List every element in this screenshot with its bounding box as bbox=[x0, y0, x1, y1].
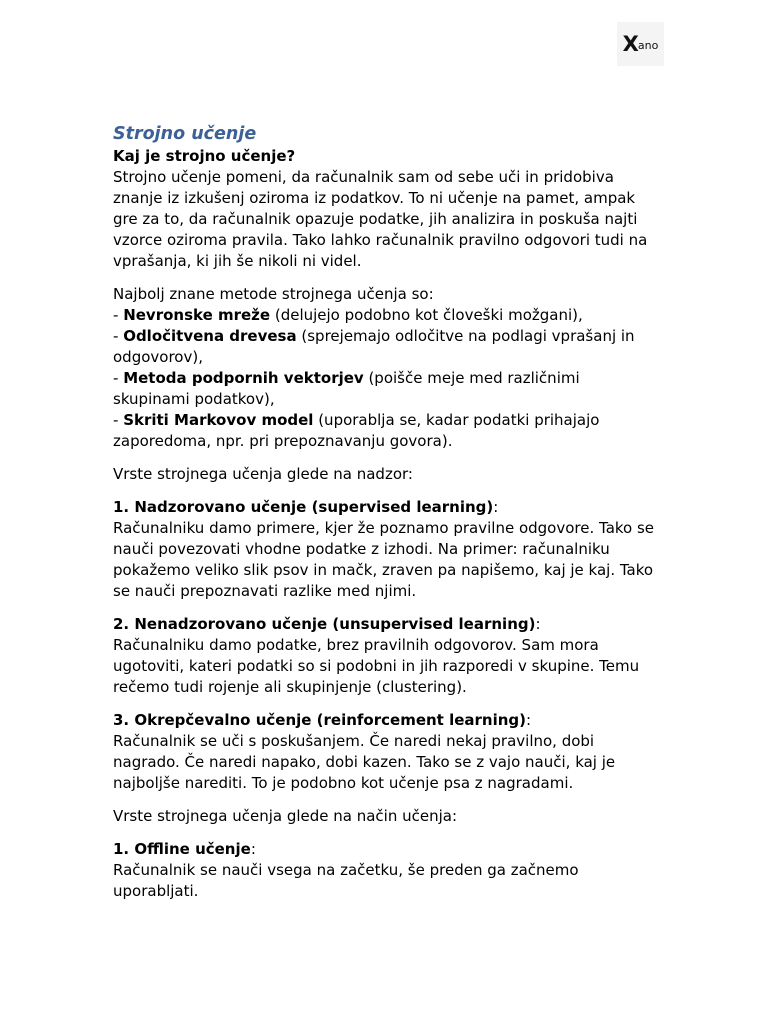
item-prefix: - bbox=[113, 369, 124, 387]
item-prefix: - bbox=[113, 411, 124, 429]
item-prefix: - bbox=[113, 306, 124, 324]
item-prefix: - bbox=[113, 327, 124, 345]
methods-section bbox=[113, 284, 658, 452]
item-name: Nevronske mreže bbox=[123, 306, 271, 324]
item-name: Odločitvena drevesa bbox=[123, 327, 297, 345]
supervision-lead: Vrste strojnega učenja glede na nadzor: bbox=[113, 465, 413, 483]
title-colon: : bbox=[250, 840, 256, 858]
list-item bbox=[113, 368, 658, 410]
supervised-section bbox=[113, 497, 658, 602]
section-text: Računalnik se nauči vsega na začetku, še preden ga začnemo uporabljati. bbox=[113, 861, 579, 900]
section-title: 3. Okrepčevalno učenje (reinforcement learning) bbox=[113, 711, 527, 729]
xano-logo bbox=[617, 22, 664, 66]
section-title-line bbox=[113, 497, 658, 518]
item-name: Metoda podpornih vektorjev bbox=[123, 369, 364, 387]
item-desc: (sprejemajo odločitve na podlagi vprašanj in odgovorov), bbox=[113, 327, 635, 366]
page-title: Strojno učenje bbox=[113, 124, 257, 144]
item-desc: (uporablja se, kadar podatki prihajajo zaporedoma, npr. pri prepoznavanju govora). bbox=[113, 411, 600, 450]
section-text: Računalniku damo primere, kjer že poznamo pravilne odgovore. Tako se nauči povezovati vhodne podatke z izhodi. Na primer: računalniku pokažemo veliko slik psov in mačk, zraven pa napišemo, kaj je kaj. Tako se nauči prepoznavati razlike med njimi. bbox=[113, 519, 655, 600]
list-item bbox=[113, 305, 658, 326]
section-title: 2. Nenadzorovano učenje (unsupervised learning) bbox=[113, 615, 536, 633]
item-name: Skriti Markovov model bbox=[123, 411, 314, 429]
section-text: Računalnik se uči s poskušanjem. Če naredi nekaj pravilno, dobi nagrado. Če naredi napako, dobi kazen. Tako se z vajo nauči, kaj je najboljše narediti. To je podobno kot učenje psa z nagradami. bbox=[113, 732, 616, 792]
section-title-line bbox=[113, 710, 658, 731]
title-colon: : bbox=[526, 711, 532, 729]
reinforcement-section bbox=[113, 710, 658, 794]
list-item bbox=[113, 410, 658, 452]
logo-ano: ano bbox=[637, 39, 659, 52]
item-desc: (poišče meje med različnimi skupinami podatkov), bbox=[113, 369, 580, 408]
intro-text: Strojno učenje pomeni, da računalnik sam od sebe uči in pridobiva znanje iz izkušenj oziroma iz podatkov. To ni učenje na pamet, ampak gre za to, da računalnik opazuje podatke, jih analizira in poskuša najti vzorce oziroma pravila. Tako lahko računalnik pravilno odgovori tudi na vprašanja, ki jih še nikoli ni videl. bbox=[113, 168, 648, 270]
section-text: Računalniku damo podatke, brez pravilnih odgovorov. Sam mora ugotoviti, kateri podatki so si podobni in jih razporedi v skupine. Temu rečemo tudi rojenje ali skupinjenje (clustering). bbox=[113, 636, 640, 696]
title-colon: : bbox=[535, 615, 541, 633]
offline-section bbox=[113, 839, 658, 902]
methods-lead: Najbolj znane metode strojnega učenja so: bbox=[113, 285, 434, 303]
learning-mode-lead: Vrste strojnega učenja glede na način učenja: bbox=[113, 807, 458, 825]
item-desc: (delujejo podobno kot človeški možgani), bbox=[270, 306, 583, 324]
logo-x: X bbox=[622, 32, 638, 56]
title-colon: : bbox=[493, 498, 499, 516]
unsupervised-section bbox=[113, 614, 658, 698]
section-title-line bbox=[113, 839, 658, 860]
section-title: 1. Offline učenje bbox=[113, 840, 251, 858]
section-title: 1. Nadzorovano učenje (supervised learning) bbox=[113, 498, 494, 516]
intro-question: Kaj je strojno učenje? bbox=[113, 147, 296, 165]
methods-list bbox=[113, 305, 658, 452]
section-title-line bbox=[113, 614, 658, 635]
document-body bbox=[113, 122, 658, 902]
list-item bbox=[113, 326, 658, 368]
